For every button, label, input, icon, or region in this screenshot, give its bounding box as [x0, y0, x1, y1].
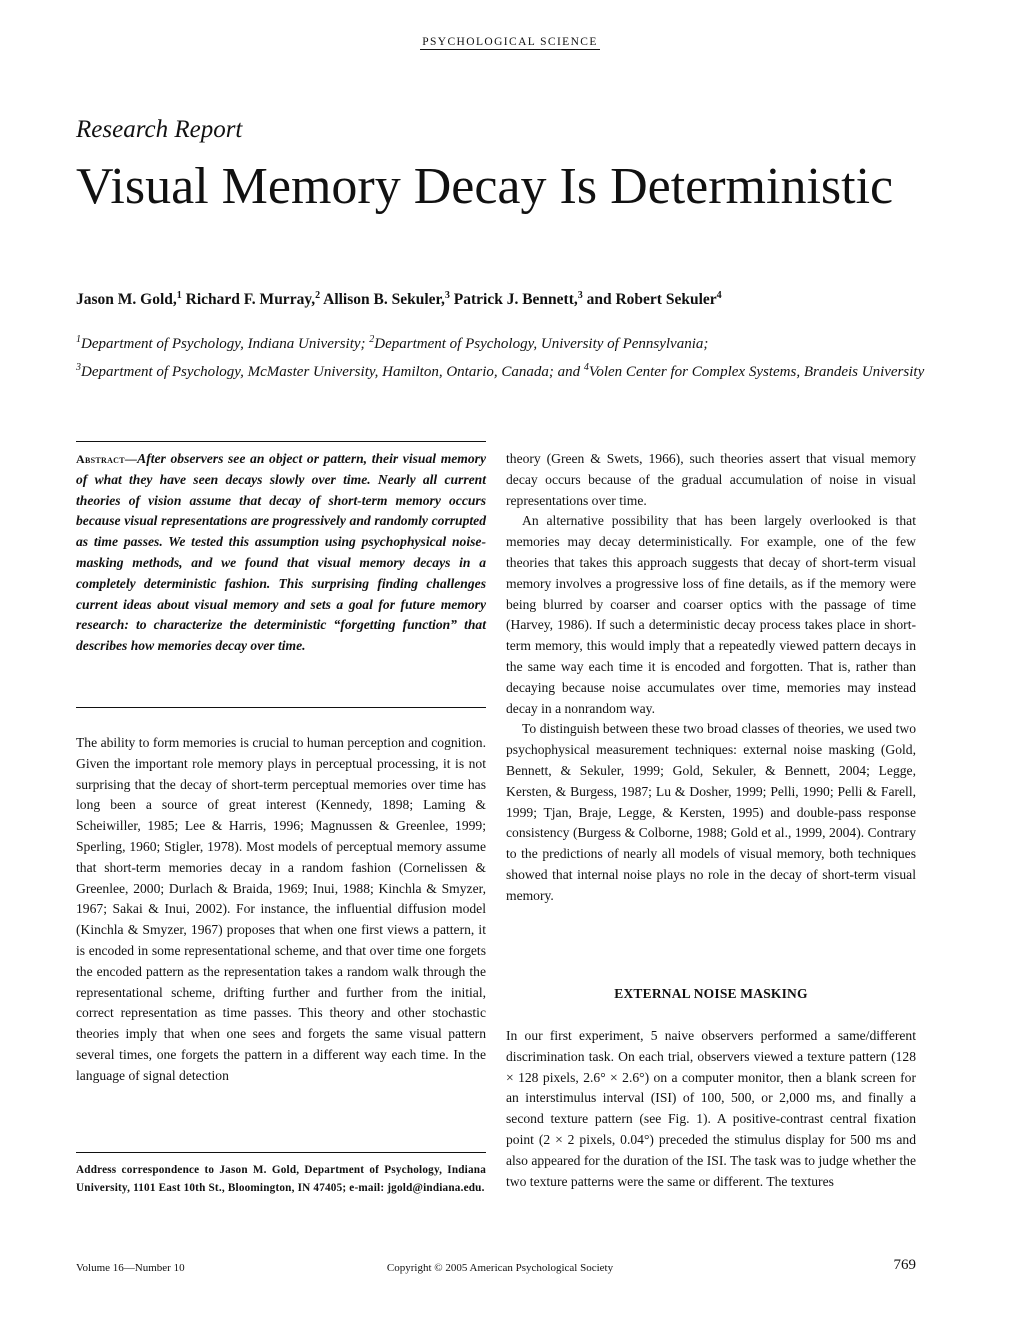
body-paragraph: An alternative possibility that has been largely overlooked is that memories may decay deterministically. For example, one of the few theories that takes this approach suggests that decay of short-term visual memory involves a progressive loss of fine details, as if the memory were being blurred by coarser and coarser optics with the passage of time (Harvey, 1986). If such a deterministic decay process takes place in short-term memory, this would imply that a repeatedly viewed pattern decays in the same way each time it is encoded and forgotten. That is, rather than decaying because noise accumulates over time, memories may instead decay in a nonrandom way. — [506, 513, 916, 716]
abstract-label: Abstract— — [76, 452, 138, 466]
address-rule — [76, 1152, 486, 1153]
affiliation-sup: 1 — [76, 334, 81, 345]
author-name: and Robert Sekuler — [586, 291, 717, 309]
abstract-top-rule — [76, 441, 486, 442]
affiliation-sup: 4 — [583, 362, 589, 373]
abstract-text: After observers see an object or pattern, their visual memory of what they have seen decays slowly over time. Nearly all current theories of vision assume that decay of short-term memory occurs because visual representations are progressively and randomly corrupted as time passes. We tested this assumption using psychophysical noise-masking methods, and we found that visual memory decays in a completely deterministic fashion. This surprising finding challenges current ideas about visual memory and sets a goal for future memory research: to characterize the deterministic “forgetting function” that describes how memories decay over time. — [76, 451, 486, 654]
footer-copyright: Copyright © 2005 American Psychological Society — [386, 1262, 614, 1274]
left-column-body — [76, 733, 486, 1087]
author-sup: 1 — [176, 290, 182, 301]
author-name: Jason M. Gold, — [76, 291, 177, 309]
correspondence-address: Address correspondence to Jason M. Gold, Department of Psychology, Indiana University, 1101 East 10th St., Bloomington, IN 47405; e-mail: jgold@indiana.edu. — [76, 1164, 486, 1194]
body-paragraph: theory (Green & Swets, 1966), such theories assert that visual memory decay occurs because of the gradual accumulation of noise in visual representations over time. — [506, 451, 916, 508]
page-number: 769 — [893, 1257, 916, 1273]
body-paragraph: In our first experiment, 5 naive observers performed a same/different discrimination task. On each trial, observers viewed a texture pattern (128 × 128 pixels, 2.6° × 2.6°) on a computer monitor, then a blank screen for an interstimulus interval (ISI) of 100, 500, or 2,000 ms, and finally a second texture pattern (see Fig. 1). A positive-contrast central fixation point (2 × 2 pixels, 0.04°) preceded the stimulus display for 500 ms and also appeared for the duration of the ISI. The task was to judge whether the two texture patterns were the same or different. The textures — [506, 1028, 916, 1189]
right-column-body — [506, 449, 916, 907]
author-sup: 3 — [444, 290, 450, 301]
affiliation-text: Department of Psychology, McMaster University, Hamilton, Ontario, Canada; and — [81, 364, 584, 380]
body-paragraph: The ability to form memories is crucial to human perception and cognition. Given the important role memory plays in perceptual processing, it is not surprising that the decay of short-term perceptual memories over time has long been a source of great interest (Kennedy, 1898; Laming & Scheiwiller, 1985; Lee & Harris, 1996; Magnussen & Greenlee, 1999; Sperling, 1960; Stigler, 1978). Most models of perceptual memory assume that short-term memories decay in a random fashion (Cornelissen & Greenlee, 2000; Durlach & Braida, 1969; Inui, 1988; Kinchla & Smyzer, 1967; Sakai & Inui, 2002). For instance, the influential diffusion model (Kinchla & Smyzer, 1967) proposes that when one first views a pattern, it is encoded in some representational scheme, and that over time one forgets the encoded pattern as the representation takes a random walk through the representational scheme, drifting further and further from the initial, correct representation as time passes. This theory and other stochastic theories imply that when one sees and forgets the same visual pattern several times, one forgets the pattern in a different way each time. In the language of signal detection — [76, 735, 486, 1083]
footer-volume: Volume 16—Number 10 — [76, 1262, 185, 1274]
affiliations — [76, 328, 926, 384]
section-heading: EXTERNAL NOISE MASKING — [614, 986, 808, 1001]
body-paragraph: To distinguish between these two broad classes of theories, we used two psychophysical measurement techniques: external noise masking (Gold, Bennett, & Sekuler, 1999; Gold, Sekuler, & Bennett, 2004; Legge, Kersten, & Burgess, 1987; Lu & Dosher, 1999; Pelli, 1990; Pelli & Farell, 1999; Tjan, Braje, Legge, & Kersten, 1995) and double-pass response consistency (Burgess & Colborne, 1988; Gold et al., 1999, 2004). Contrary to the predictions of nearly all models of visual memory, both techniques showed that internal noise plays no role in the decay of short-term visual memory. — [506, 721, 916, 903]
author-name: Allison B. Sekuler, — [323, 291, 445, 309]
abstract-bottom-rule — [76, 707, 486, 708]
affiliation-text: Department of Psychology, University of Pennsylvania; — [374, 336, 709, 352]
article-title: Visual Memory Decay Is Deterministic — [76, 158, 894, 215]
affiliation-text: Volen Center for Complex Systems, Brandeis University — [588, 364, 925, 380]
author-name: Patrick J. Bennett, — [453, 291, 578, 309]
author-sup: 4 — [716, 290, 722, 301]
author-sup: 3 — [577, 290, 583, 301]
section-label: Research Report — [76, 116, 243, 143]
affiliation-sup: 2 — [369, 334, 375, 345]
right-column-body-2 — [506, 1026, 916, 1192]
affiliation-text: Department of Psychology, Indiana University; — [81, 336, 370, 352]
author-sup: 2 — [315, 290, 321, 301]
author-name: Richard F. Murray, — [185, 291, 316, 309]
abstract — [76, 449, 486, 657]
journal-header — [0, 32, 1020, 50]
affiliation-sup: 3 — [76, 362, 81, 373]
author-list — [76, 290, 722, 309]
journal-name: PSYCHOLOGICAL SCIENCE — [422, 36, 598, 48]
